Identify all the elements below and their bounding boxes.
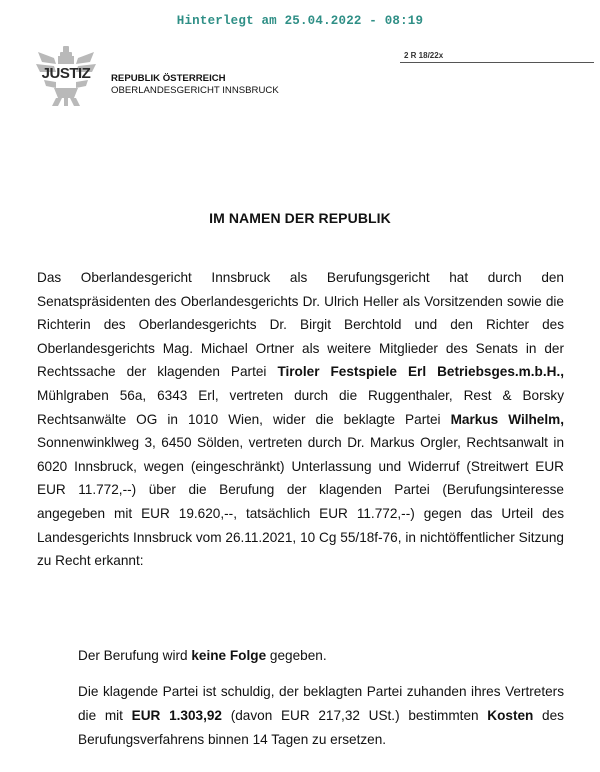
ruling-paragraph-1 bbox=[78, 644, 564, 668]
intro-paragraph bbox=[37, 266, 564, 573]
ruling2-text-2: (davon EUR 217,32 USt.) bestimmten bbox=[222, 708, 488, 723]
intro-text-3: Sonnenwinklweg 3, 6450 Sölden, vertreten durch Dr. Markus Orgler, Rechtsanwalt in 6020 Innsbruck, wegen (eingeschränkt) Unterlassung und Widerruf (Streitwert EUR EUR 11.772,--) über die Berufung der klagenden Partei (Berufungsinteresse angegeben mit EUR 19.620,--, tatsächlich EUR 11.772,--) gegen das Urteil des Landesgerichts Innsbruck vom 26.11.2021, 10 Cg 55/18f-76, in nichtöffentlicher Sitzung zu Recht erkannt: bbox=[37, 435, 564, 569]
court-name bbox=[111, 73, 279, 97]
case-number: 2 R 18/22x bbox=[404, 51, 444, 60]
intro-text-1: Das Oberlandesgericht Innsbruck als Berufungsgericht hat durch den Senatspräsidenten des Oberlandesgerichts Dr. Ulrich Heller als Vorsitzenden sowie die Richterin des Oberlandesgerichts Dr. Birgit Berchtold und den Richter des Oberlandesgerichts Mag. Michael Ortner als weitere Mitglieder des Senats in der Rechtssache der klagenden Partei bbox=[37, 270, 564, 380]
logo-text: JUSTIZ bbox=[41, 65, 91, 82]
ruling1-emphasis: keine Folge bbox=[191, 648, 267, 663]
court-country: REPUBLIK ÖSTERREICH bbox=[111, 73, 226, 84]
page-title: IM NAMEN DER REPUBLIK bbox=[209, 210, 391, 226]
court-title: OBERLANDESGERICHT INNSBRUCK bbox=[111, 85, 279, 96]
ruling2-text-3: des Berufungsverfahrens binnen 14 Tagen zu ersetzen. bbox=[78, 708, 564, 747]
defendant-name: Markus Wilhelm, bbox=[450, 411, 564, 427]
case-number-rule bbox=[400, 62, 594, 63]
ruling1-text-1: Der Berufung wird bbox=[78, 648, 192, 663]
cost-amount: EUR 1.303,92 bbox=[131, 708, 222, 723]
intro-text-2: Mühlgraben 56a, 6343 Erl, vertreten durch die Ruggenthaler, Rest & Borsky Rechtsanwälte OG in 1010 Wien, wider die beklagte Partei bbox=[37, 387, 564, 427]
ruling1-text-2: gegeben. bbox=[266, 648, 327, 663]
plaintiff-name: Tiroler Festspiele Erl Betriebsges.m.b.H., bbox=[277, 364, 564, 380]
ruling-paragraph-2 bbox=[78, 680, 564, 752]
filing-stamp: Hinterlegt am 25.04.2022 - 08:19 bbox=[176, 14, 424, 28]
ruling2-text-1: Die klagende Partei ist schuldig, der beklagten Partei zuhanden ihres Vertreters die mit bbox=[78, 684, 564, 723]
justiz-logo bbox=[34, 46, 98, 106]
costs-label: Kosten bbox=[487, 708, 534, 723]
